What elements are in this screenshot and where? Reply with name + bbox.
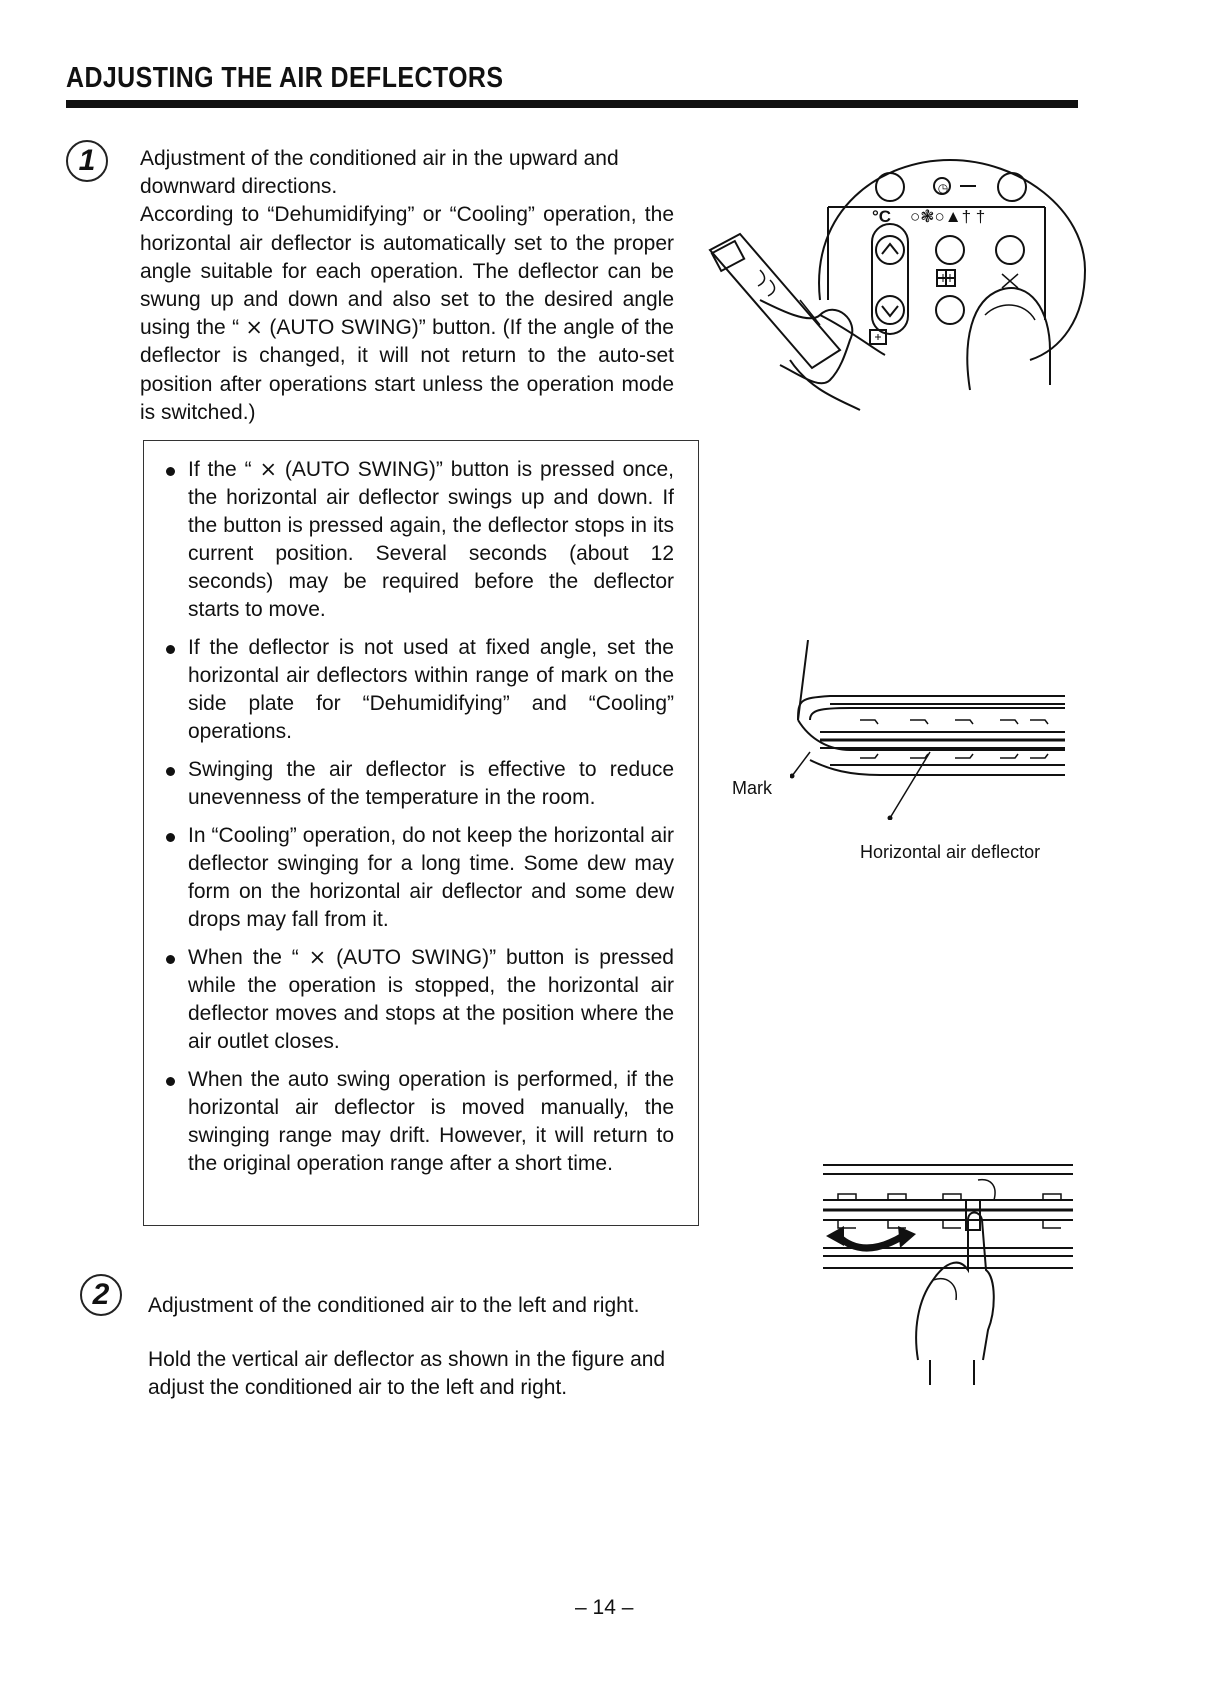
notes-list [162,456,674,1188]
remote-control-figure [700,150,1090,420]
section-2-heading: Adjustment of the conditioned air to the left and right. [148,1294,640,1317]
mark-label: Mark [732,778,772,798]
svg-text:○❃○▲† †: ○❃○▲† † [910,207,986,226]
section-2-body: Hold the vertical air deflector as shown in the figure and adjust the conditioned air to the left and right. [148,1348,666,1400]
section-1-number: 1 [66,140,108,182]
note-item: When the auto swing operation is performed, if the horizontal air deflector is moved manually, the swinging range may drift. However, it will return to the original operation range after a short time. [162,1066,674,1178]
page-title: ADJUSTING THE AIR DEFLECTORS [66,62,504,94]
note-item: If the “ ⨯ (AUTO SWING)” button is pressed once, the horizontal air deflector swings up and down. If the button is pressed again, the deflector stops in its current position. Several seconds (about 12 seconds) may be required before the deflector starts to move. [162,456,674,624]
section-2-number: 2 [80,1274,122,1316]
note-item: Swinging the air deflector is effective to reduce unevenness of the temperature in the room. [162,756,674,812]
note-item: In “Cooling” operation, do not keep the horizontal air deflector swinging for a long time. Some dew may form on the horizontal air deflector and some dew drops may fall from it. [162,822,674,934]
title-rule [66,100,1078,108]
horizontal-deflector-figure [790,640,1090,820]
page-number: – 14 – [575,1596,634,1619]
svg-text:◷: ◷ [937,181,949,195]
horizontal-deflector-label: Horizontal air deflector [860,842,1041,862]
section-1-body: According to “Dehumidifying” or “Cooling” operation, the horizontal air deflector is automatically set to the proper angle suitable for each operation. The deflector can be swung up and down and also set to the desired angle using the “ ⨯ (AUTO SWING)” button. (If the angle of the deflector is changed, it will not return to the auto-set position after operations start unless the operation mode is switched.) [140,203,674,424]
section-1-text [140,145,674,427]
unit-label: °C [872,207,892,226]
note-item: If the deflector is not used at fixed angle, set the horizontal air deflectors within range of mark on the side plate for “Dehumidifying” and “Cooling” operations. [162,634,674,746]
section-1-heading: Adjustment of the conditioned air in the upward and downward directions. [140,147,619,199]
vertical-deflector-figure [818,1160,1080,1390]
button-icon [876,173,904,201]
note-item: When the “ ⨯ (AUTO SWING)” button is pressed while the operation is stopped, the horizontal air deflector moves and stops at the position where the air outlet closes. [162,944,674,1056]
